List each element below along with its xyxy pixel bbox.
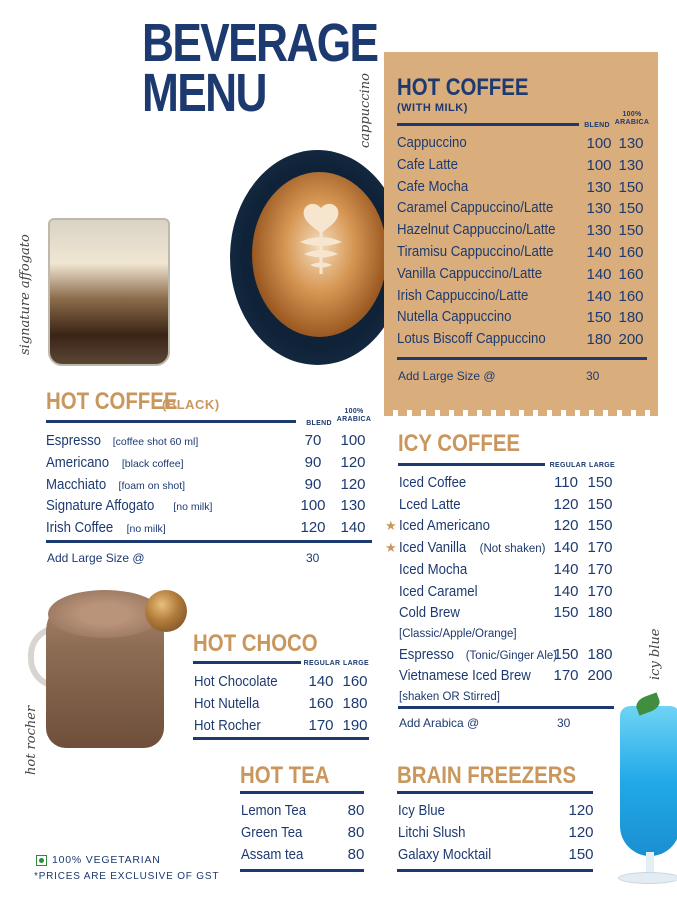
price-arabica: 180: [618, 309, 644, 327]
price-large: 200: [587, 667, 613, 685]
milk-col-blend: BLEND: [584, 122, 610, 129]
price: 80: [347, 845, 365, 863]
menu-item: Iced Mocha: [399, 560, 468, 578]
icy-add-arabica-label: Add Arabica @: [399, 716, 480, 730]
menu-item: Iced Coffee: [399, 474, 467, 491]
icy-header-rule: [398, 463, 545, 466]
price: 80: [347, 802, 365, 819]
price-blend: 130: [586, 222, 612, 240]
price-regular: 140: [553, 560, 579, 578]
price: 150: [568, 845, 594, 863]
milk-col-arabica: [614, 111, 650, 127]
icy-footer-rule: [398, 706, 614, 709]
affogato-glass-image: [48, 218, 170, 366]
menu-item: Macchiato [foam on shot]: [46, 475, 186, 493]
icy-coffee-title: ICY COFFEE: [398, 430, 521, 457]
black-add-large-value: 30: [306, 551, 320, 565]
menu-item: Caramel Cappuccino/Latte: [397, 199, 554, 217]
title-line-2: MENU: [142, 63, 266, 123]
menu-item: Lemon Tea: [241, 802, 307, 819]
milk-footer-rule: [397, 357, 647, 360]
menu-item: Hazelnut Cappuccino/Latte: [397, 221, 556, 239]
price-regular: 150: [553, 604, 579, 622]
price-arabica: 130: [618, 156, 644, 174]
price-blend: 140: [586, 265, 612, 283]
menu-item-note: [Classic/Apple/Orange]: [399, 628, 517, 640]
menu-item: Galaxy Mocktail: [398, 845, 492, 863]
hot-choco-title: HOT CHOCO: [193, 630, 318, 657]
price-large: 180: [587, 645, 613, 663]
choco-col-regular: REGULAR: [303, 660, 341, 667]
icy-col-regular: REGULAR: [549, 462, 587, 469]
price-blend: 130: [586, 200, 612, 218]
milk-col-arabica-line2: ARABICA: [614, 119, 650, 126]
price-large: 150: [587, 495, 613, 513]
menu-item: Iced Americano: [399, 517, 490, 535]
milk-header-rule: [397, 123, 579, 126]
price-arabica: 150: [618, 200, 644, 218]
price: 80: [347, 823, 365, 841]
price-blend: 130: [586, 178, 612, 196]
menu-item: Irish Cappuccino/Latte: [397, 286, 529, 304]
price-blend: 150: [586, 309, 612, 327]
price-arabica: 130: [340, 497, 366, 515]
black-items: [46, 430, 376, 540]
rocher-script-label: hot rocher: [24, 705, 39, 775]
latte-art-icon: [290, 200, 352, 280]
hot-coffee-milk-subtitle: (WITH MILK): [397, 102, 468, 114]
icy-col-large: LARGE: [589, 462, 615, 469]
menu-item: Americano [black coffee]: [46, 453, 184, 471]
price-large: 180: [342, 694, 368, 712]
icy-blue-script-label: icy blue: [648, 628, 663, 680]
star-icon: ★: [385, 540, 397, 555]
glass-base: [618, 872, 677, 884]
freezers-items: [398, 800, 598, 870]
price-blend: 140: [586, 244, 612, 261]
menu-item: Irish Coffee [no milk]: [46, 519, 166, 537]
gst-note: *PRICES ARE EXCLUSIVE OF GST: [34, 871, 220, 882]
tea-items: [241, 800, 371, 870]
price-arabica: 130: [618, 135, 644, 152]
price-blend: 120: [300, 519, 326, 537]
menu-item: Espresso [coffee shot 60 ml]: [46, 432, 199, 449]
freezers-header-rule: [397, 791, 593, 794]
price-arabica: 100: [340, 432, 366, 449]
price-regular: 170: [553, 667, 579, 685]
milk-items: [397, 132, 647, 352]
price-large: 170: [587, 539, 613, 557]
brain-freezers-title: BRAIN FREEZERS: [397, 762, 577, 789]
menu-item: Iced Caramel: [399, 582, 478, 600]
price-blend: 70: [304, 432, 322, 449]
menu-item: Espresso (Tonic/Ginger Ale): [399, 645, 558, 663]
black-col-arabica: [336, 408, 372, 424]
menu-item: Cafe Latte: [397, 155, 458, 173]
menu-item: Lced Latte: [399, 495, 461, 513]
veg-mark-dot: [39, 858, 44, 863]
menu-item: Cafe Mocha: [397, 177, 469, 195]
price-blend: 100: [586, 156, 612, 174]
black-col-arabica-line2: ARABICA: [336, 416, 372, 423]
choco-items: [194, 671, 374, 741]
price-arabica: 150: [618, 222, 644, 240]
affogato-script-label: signature affogato: [18, 234, 33, 355]
menu-item: Assam tea: [241, 845, 304, 863]
price-large: 150: [587, 474, 613, 491]
menu-item: Vietnamese Iced Brew: [399, 667, 531, 685]
menu-item: Icy Blue: [398, 802, 445, 819]
menu-item: Signature Affogato [no milk]: [46, 497, 213, 515]
tea-footer-rule: [240, 869, 364, 872]
price-arabica: 120: [340, 475, 366, 493]
price-arabica: 140: [340, 519, 366, 537]
milk-add-large-value: 30: [586, 369, 600, 383]
price-large: 170: [587, 582, 613, 600]
menu-item: Iced Vanilla (Not shaken): [399, 539, 546, 557]
price-arabica: 160: [618, 265, 644, 283]
price-large: 170: [587, 560, 613, 578]
price-regular: 140: [553, 539, 579, 557]
price-arabica: 150: [618, 178, 644, 196]
price-large: 150: [587, 517, 613, 535]
price-regular: 170: [308, 716, 334, 734]
price: 120: [568, 802, 594, 819]
price-arabica: 120: [340, 453, 366, 471]
price-blend: 140: [586, 287, 612, 305]
hot-coffee-milk-title: HOT COFFEE: [397, 74, 529, 101]
black-footer-rule: [46, 540, 372, 543]
milk-add-large-label: Add Large Size @: [398, 369, 496, 383]
price-blend: 180: [586, 331, 612, 349]
price-regular: 150: [553, 645, 579, 663]
menu-item: Cold Brew: [399, 604, 460, 622]
price-blend: 100: [586, 135, 612, 152]
choco-footer-rule: [193, 737, 369, 740]
price: 120: [568, 823, 594, 841]
price-arabica: 160: [618, 287, 644, 305]
menu-item-note: [shaken OR Stirred]: [399, 691, 500, 703]
hot-coffee-black-subtitle: (BLACK): [162, 397, 220, 412]
icy-blue-glass-image: [620, 706, 677, 856]
price-regular: 160: [308, 694, 334, 712]
price-large: 180: [587, 604, 613, 622]
hot-coffee-black-title: HOT COFFEE: [46, 388, 178, 415]
price-regular: 120: [553, 495, 579, 513]
freezers-footer-rule: [397, 869, 593, 872]
milk-col-arabica-line1: 100%: [622, 111, 642, 118]
rocher-chocolate-icon: [145, 590, 187, 632]
veg-label: 100% VEGETARIAN: [52, 854, 161, 866]
tea-header-rule: [240, 791, 364, 794]
menu-item: Lotus Biscoff Cappuccino: [397, 330, 546, 348]
choco-header-rule: [193, 661, 301, 664]
black-col-blend: BLEND: [306, 420, 332, 427]
menu-item: Hot Chocolate: [194, 673, 278, 690]
price-blend: 100: [300, 497, 326, 515]
menu-item: Tiramisu Cappuccino/Latte: [397, 243, 554, 260]
price-large: 160: [342, 673, 368, 690]
title-line-1: BEVERAGE: [142, 13, 378, 73]
price-arabica: 160: [618, 244, 644, 261]
menu-item: Litchi Slush: [398, 823, 466, 841]
icy-items: [399, 472, 629, 702]
hot-tea-title: HOT TEA: [240, 762, 330, 789]
menu-item: Cappuccino: [397, 134, 467, 151]
price-large: 190: [342, 716, 368, 734]
price-blend: 90: [304, 475, 322, 493]
price-regular: 120: [553, 517, 579, 535]
price-arabica: 200: [618, 331, 644, 349]
icy-add-arabica-value: 30: [557, 716, 571, 730]
price-blend: 90: [304, 453, 322, 471]
menu-item: Hot Rocher: [194, 716, 261, 734]
star-icon: ★: [385, 518, 397, 533]
cappuccino-script-label: cappuccino: [358, 73, 373, 148]
price-regular: 140: [308, 673, 334, 690]
menu-item: Vanilla Cappuccino/Latte: [397, 264, 543, 282]
menu-item: Nutella Cappuccino: [397, 308, 512, 326]
choco-col-large: LARGE: [343, 660, 369, 667]
black-add-large-label: Add Large Size @: [47, 551, 145, 565]
price-regular: 110: [554, 474, 578, 491]
black-header-rule: [46, 420, 296, 423]
menu-item: Hot Nutella: [194, 694, 260, 712]
price-regular: 140: [553, 582, 579, 600]
page-title: [142, 13, 378, 123]
black-col-arabica-line1: 100%: [344, 408, 364, 415]
menu-item: Green Tea: [241, 823, 303, 841]
